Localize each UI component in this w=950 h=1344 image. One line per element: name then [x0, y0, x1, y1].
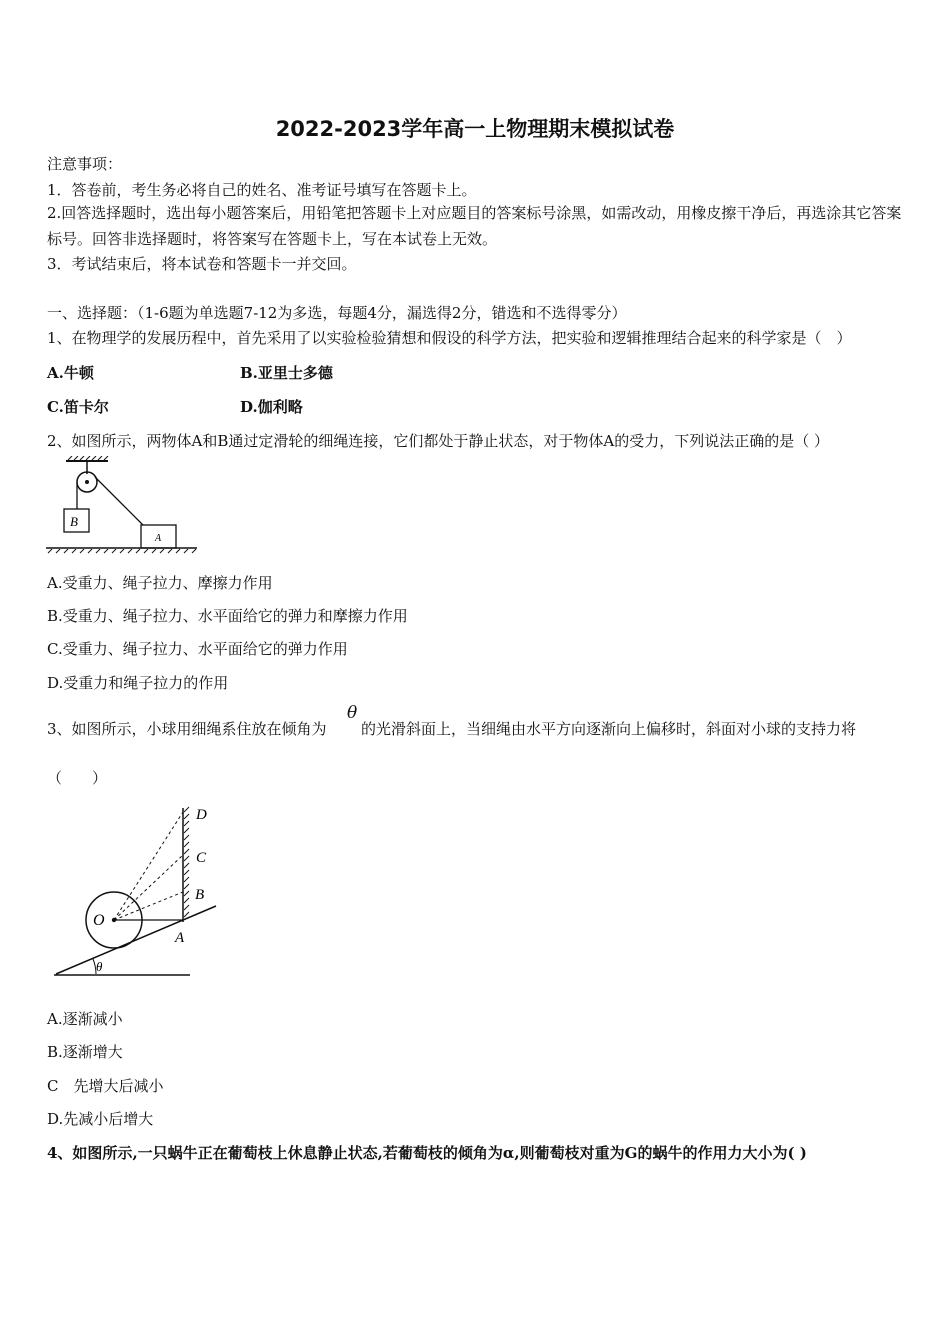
- q3-theta-symbol: θ: [347, 703, 358, 723]
- q1-option-d[interactable]: D.伽利略: [240, 398, 303, 416]
- q1-option-b[interactable]: B.亚里士多德: [240, 364, 333, 382]
- exam-title: 2022-2023学年高一上物理期末模拟试卷: [275, 117, 675, 141]
- q2-pulley-figure: [44, 456, 202, 554]
- notice-item-2: 2.回答选择题时，选出每小题答案后，用铅笔把答题卡上对应题目的答案标号涂黑，如需改动，用橡皮擦干净后，再选涂其它答案标号。回答非选择题时，将答案写在答题卡上，写在本试卷上无效。: [47, 204, 902, 248]
- q2-option-c[interactable]: C.受重力、绳子拉力、水平面给它的弹力作用: [47, 640, 348, 658]
- q2-option-d[interactable]: D.受重力和绳子拉力的作用: [47, 674, 229, 692]
- q2-label-b: B: [70, 514, 78, 529]
- q2-option-a[interactable]: A.受重力、绳子拉力、摩擦力作用: [47, 574, 273, 592]
- q2-label-a: A: [155, 533, 162, 544]
- question-3-text-before: 3、如图所示，小球用细绳系住放在倾角为: [47, 720, 327, 738]
- q3-label-a: A: [175, 930, 185, 946]
- question-1-text: 1、在物理学的发展历程中，首先采用了以实验检验猜想和假设的科学方法，把实验和逻辑推理结合起来的科学家是（ ）: [47, 329, 852, 347]
- q3-label-d: D: [196, 807, 207, 823]
- q3-option-c[interactable]: C 先增大后减小: [47, 1077, 164, 1095]
- notice-item-1: 1．答卷前，考生务必将自己的姓名、准考证号填写在答题卡上。: [47, 181, 477, 199]
- q1-option-c[interactable]: C.笛卡尔: [47, 398, 109, 416]
- q1-option-a[interactable]: A.牛顿: [47, 364, 94, 382]
- notice-heading: 注意事项：: [47, 155, 123, 173]
- q3-label-c: C: [196, 850, 207, 866]
- q3-option-b[interactable]: B.逐渐增大: [47, 1043, 123, 1061]
- q3-option-d[interactable]: D.先减小后增大: [47, 1110, 154, 1128]
- q3-incline-figure: [50, 800, 225, 982]
- question-2-text: 2、如图所示，两物体A和B通过定滑轮的细绳连接，它们都处于静止状态，对于物体A的受力，下列说法正确的是（ ）: [47, 432, 830, 450]
- notice-item-3: 3．考试结束后，将本试卷和答题卡一并交回。: [47, 255, 357, 273]
- q2-option-b[interactable]: B.受重力、绳子拉力、水平面给它的弹力和摩擦力作用: [47, 607, 408, 625]
- q3-answer-blank: （ ）: [47, 769, 108, 787]
- q3-label-b: B: [195, 887, 205, 903]
- q3-label-o: O: [93, 912, 105, 929]
- question-4-text: 4、如图所示,一只蜗牛正在葡萄枝上休息静止状态,若葡萄枝的倾角为α,则葡萄枝对重为G的蜗牛的作用力大小为( ): [47, 1144, 807, 1162]
- section-heading: 一、选择题：（1-6题为单选题7-12为多选，每题4分，漏选得2分，错选和不选得零分）: [47, 304, 627, 322]
- q3-label-theta: θ: [96, 959, 103, 974]
- question-3-text-after: 的光滑斜面上，当细绳由水平方向逐渐向上偏移时，斜面对小球的支持力将: [361, 720, 857, 738]
- q3-option-a[interactable]: A.逐渐减小: [47, 1010, 123, 1028]
